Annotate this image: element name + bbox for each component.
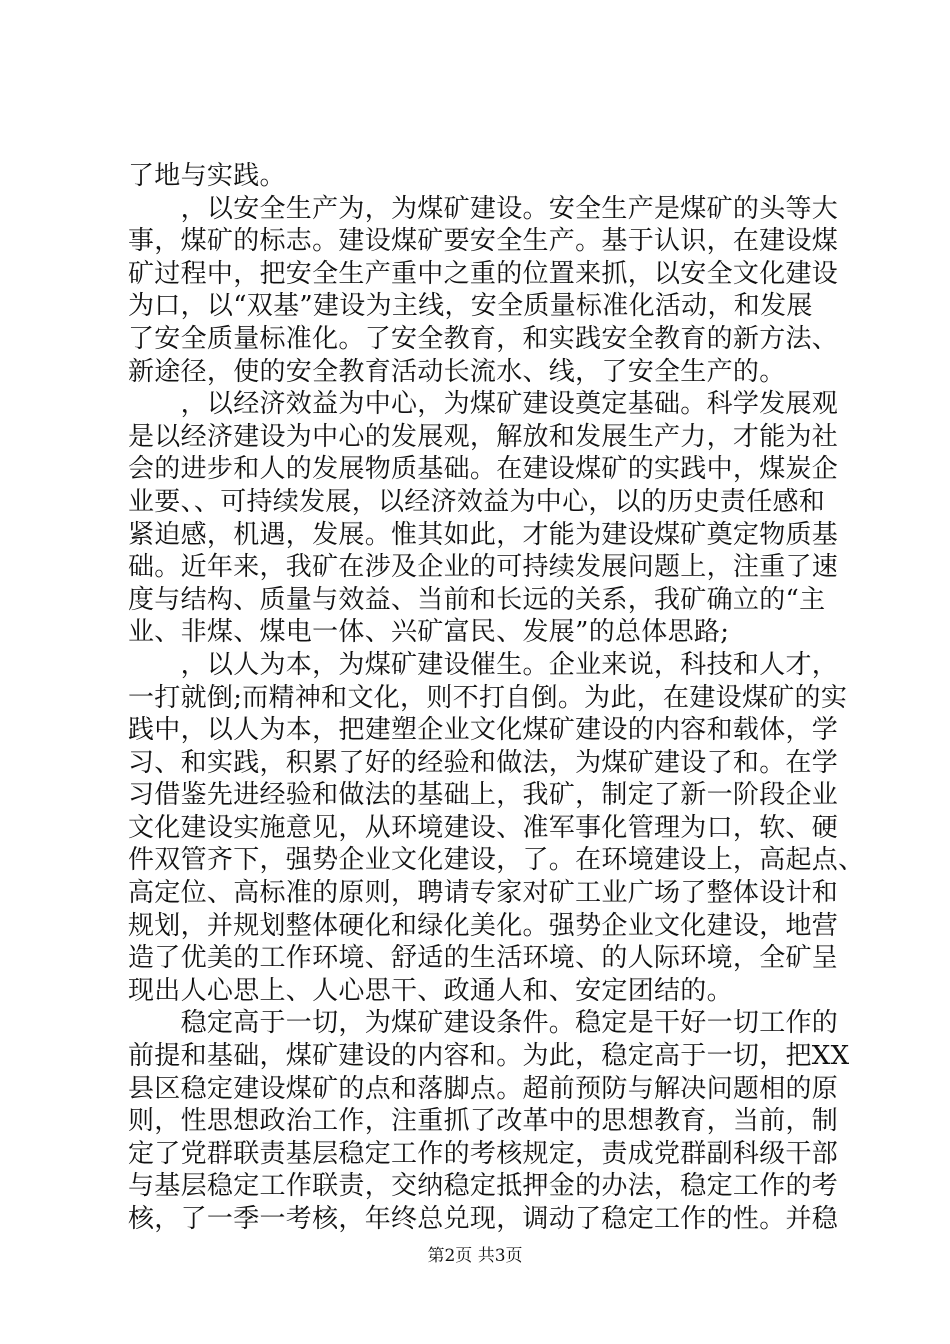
text-line: 了地与实践。	[128, 161, 286, 191]
text-line: 为口，以“双基”建设为主线，安全质量标准化活动，和发展	[128, 291, 813, 322]
text-line: 习、和实践，积累了好的经验和做法，为煤矿建设了和。在学	[128, 747, 839, 778]
text-line: 新途径，使的安全教育活动长流水、线，了安全生产的。	[128, 356, 786, 387]
text-line: 践中，以人为本，把建塑企业文化煤矿建设的内容和载体，学	[128, 715, 839, 746]
text-line: 造了优美的工作环境、舒适的生活环境、的人际环境，全矿呈	[128, 943, 839, 974]
text-line: 现出人心思上、人心思干、政通人和、安定团结的。	[128, 975, 733, 1006]
text-line: 规划，并规划整体硬化和绿化美化。强势企业文化建设，地营	[128, 910, 839, 941]
text-line: 则，性思想政治工作，注重抓了改革中的思想教育，当前，制	[128, 1106, 839, 1137]
text-line: 核，了一季一考核，年终总兑现，调动了稳定工作的性。并稳	[128, 1204, 839, 1234]
text-line: ，以安全生产为，为煤矿建设。安全生产是煤矿的头等大	[128, 193, 839, 224]
text-line: ，以人为本，为煤矿建设催生。企业来说，科技和人才，	[128, 649, 839, 680]
text-line: 紧迫感，机遇，发展。惟其如此，才能为建设煤矿奠定物质基	[128, 519, 839, 550]
text-line: 高定位、高标准的原则，聘请专家对矿工业广场了整体设计和	[128, 878, 839, 909]
text-line: 矿过程中，把安全生产重中之重的位置来抓，以安全文化建设	[128, 258, 839, 289]
text-line: 件双管齐下，强势企业文化建设，了。在环境建设上，高起点、	[128, 845, 865, 876]
text-line: 稳定高于一切，为煤矿建设条件。稳定是干好一切工作的	[128, 1008, 839, 1039]
text-line: 前提和基础，煤矿建设的内容和。为此，稳定高于一切，把XX	[128, 1041, 850, 1072]
text-line: 定了党群联责基层稳定工作的考核规定，责成党群副科级干部	[128, 1138, 839, 1169]
page-number-footer: 第2页 共3页	[427, 1246, 523, 1266]
text-line: 一打就倒;而精神和文化，则不打自倒。为此，在建设煤矿的实	[128, 682, 848, 713]
text-line: 业要、、可持续发展，以经济效益为中心，以的历史责任感和	[128, 486, 826, 517]
text-line: 了安全质量标准化。了安全教育，和实践安全教育的新方法、	[128, 323, 839, 354]
text-line: 度与结构、质量与效益、当前和长远的关系，我矿确立的“主	[128, 584, 826, 615]
text-line: 与基层稳定工作联责，交纳稳定抵押金的办法，稳定工作的考	[128, 1171, 839, 1202]
text-line: 础。近年来，我矿在涉及企业的可持续发展问题上，注重了速	[128, 552, 839, 583]
text-line: 事，煤矿的标志。建设煤矿要安全生产。基于认识，在建设煤	[128, 226, 839, 257]
text-line: 县区稳定建设煤矿的点和落脚点。超前预防与解决问题相的原	[128, 1073, 839, 1104]
text-line: 会的进步和人的发展物质基础。在建设煤矿的实践中，煤炭企	[128, 454, 839, 485]
text-line: 业、非煤、煤电一体、兴矿富民、发展”的总体思路;	[128, 617, 730, 648]
document-body	[128, 160, 865, 1236]
text-line: ，以经济效益为中心，为煤矿建设奠定基础。科学发展观	[128, 389, 839, 420]
text-line: 文化建设实施意见，从环境建设、准军事化管理为口，软、硬	[128, 812, 839, 843]
text-line: 是以经济建设为中心的发展观，解放和发展生产力，才能为社	[128, 421, 839, 452]
text-line: 习借鉴先进经验和做法的基础上，我矿，制定了新一阶段企业	[128, 780, 839, 811]
